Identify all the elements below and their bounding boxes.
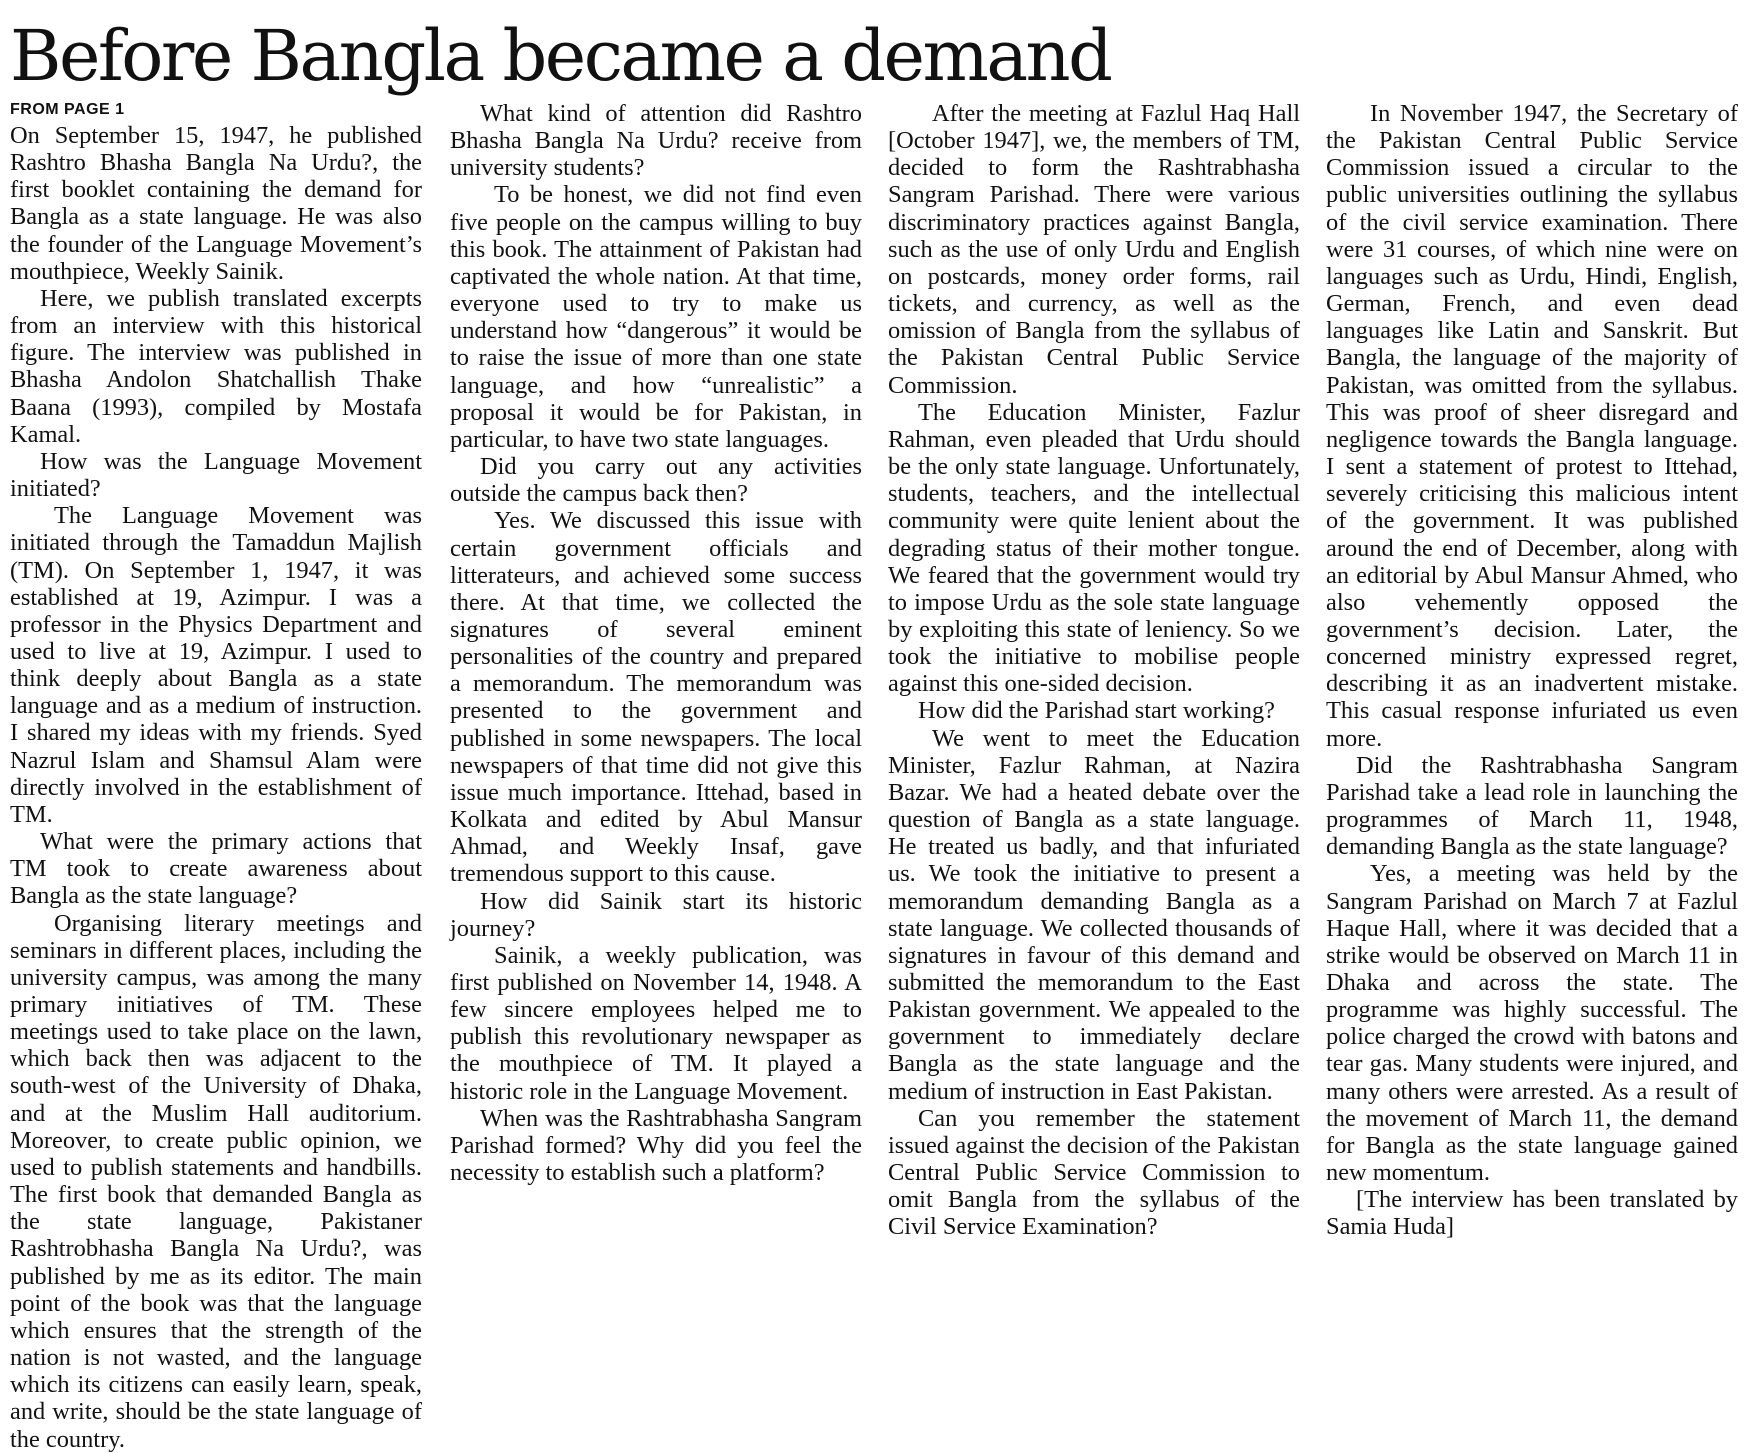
interview-question: How was the Language Movement initiated?: [10, 447, 422, 503]
interview-question: When was the Rashtrabhasha Sangram Parishad formed? Why did you feel the necessity to establish such a platform?: [450, 1104, 862, 1187]
interview-answer: The Language Movement was initiated through the Tamaddun Majlish (TM). On September 1, 1947, it was established at 19, Azimpur. I was a professor in the Physics Department and used to live at 19, Azimpur. I used to think deeply about Bangla as a state language and as a medium of instruction. I shared my ideas with my friends. Syed Nazrul Islam and Shamsul Alam were directly involved in the establishment of TM.: [10, 502, 422, 828]
article-column-2: [450, 100, 862, 1370]
intro-paragraph: Here, we publish translated excerpts from an interview with this historical figure. The interview was published in Bhasha Andolon Shatchallish Thake Baana (1993), compiled by Mostafa Kamal.: [10, 284, 422, 448]
interview-answer: In November 1947, the Secretary of the Pakistan Central Public Service Commission issued a circular to the public universities outlining the syllabus of the civil service examination. There were 31 courses, of which nine were on languages such as Urdu, Hindi, English, German, French, and even dead languages like Latin and Sanskrit. But Bangla, the language of the majority of Pakistan, was omitted from the syllabus. This was proof of sheer disregard and negligence towards the Bangla language. I sent a statement of protest to Ittehad, severely criticising this malicious intent of the government. It was published around the end of December, along with an editorial by Abul Mansur Ahmed, who also vehemently opposed the government’s decision. Later, the concerned ministry expressed regret, describing it as an inadvertent mistake. This casual response infuriated us even more.: [1326, 100, 1738, 752]
translator-credit: [The interview has been translated by Samia Huda]: [1326, 1186, 1738, 1241]
jump-label: FROM PAGE 1: [10, 101, 125, 118]
interview-answer: We went to meet the Education Minister, Fazlur Rahman, at Nazira Bazar. We had a heated debate over the question of Bangla as a state language. He treated us badly, and that infuriated us. We took the initiative to present a memorandum demanding Bangla as a state language. We collected thousands of signatures in favour of this demand and submitted the memorandum to the East Pakistan government. We appealed to the government to immediately declare Bangla as the state language and the medium of instruction in East Pakistan.: [888, 724, 1300, 1105]
interview-answer: To be honest, we did not find even five people on the campus willing to buy this book. The attainment of Pakistan had captivated the whole nation. At that time, everyone used to try to make us understand how “dangerous” it would be to raise the issue of more than one state language, and how “unrealistic” a proposal it would be for Pakistan, in particular, to have two state languages.: [450, 181, 862, 453]
interview-question: Did the Rashtrabhasha Sangram Parishad take a lead role in launching the programmes of March 11, 1948, demanding Bangla as the state language?: [1326, 751, 1738, 861]
interview-answer: Sainik, a weekly publication, was first published on November 14, 1948. A few sincere employees helped me to publish this revolutionary newspaper as the mouthpiece of TM. It played a historic role in the Language Movement.: [450, 941, 862, 1105]
interview-answer: After the meeting at Fazlul Haq Hall [October 1947], we, the members of TM, decided to form the Rashtrabhasha Sangram Parishad. There were various discriminatory practices against Bangla, such as the use of only Urdu and English on postcards, money order forms, rail tickets, and currency, as well as the omission of Bangla from the syllabus of the Pakistan Central Public Service Commission.: [888, 100, 1300, 399]
article-column-1: [10, 100, 422, 1453]
interview-answer: Yes, a meeting was held by the Sangram Parishad on March 7 at Fazlul Haque Hall, where it was decided that a strike would be observed on March 11 in Dhaka and across the state. The programme was highly successful. The police charged the crowd with batons and tear gas. Many students were injured, and many others were arrested. As a result of the movement of March 11, the demand for Bangla as the state language gained new momentum.: [1326, 860, 1738, 1187]
interview-answer: The Education Minister, Fazlur Rahman, even pleaded that Urdu should be the only state language. Unfortunately, students, teachers, and the intellectual community were quite lenient about the degrading status of their mother tongue. We feared that the government would try to impose Urdu as the sole state language by exploiting this state of leniency. So we took the initiative to mobilise people against this one-sided decision.: [888, 398, 1300, 698]
interview-question: What kind of attention did Rashtro Bhasha Bangla Na Urdu? receive from university students?: [450, 100, 862, 182]
interview-question: What were the primary actions that TM took to create awareness about Bangla as the state language?: [10, 828, 422, 910]
interview-question: Can you remember the statement issued against the decision of the Pakistan Central Public Service Commission to omit Bangla from the syllabus of the Civil Service Examination?: [888, 1104, 1300, 1241]
article-column-4: [1326, 100, 1738, 1370]
interview-question: Did you carry out any activities outside the campus back then?: [450, 453, 862, 508]
interview-answer: Yes. We discussed this issue with certain government officials and litterateurs, and achieved some success there. At that time, we collected the signatures of several eminent personalities of the country and prepared a memorandum. The memorandum was presented to the government and published in some newspapers. The local newspapers of that time did not give this issue much importance. Ittehad, based in Kolkata and edited by Abul Mansur Ahmad, and Weekly Insaf, gave tremendous support to this cause.: [450, 507, 862, 888]
headline: Before Bangla became a demand: [10, 15, 1111, 97]
interview-answer: Organising literary meetings and seminars in different places, including the university campus, was among the many primary initiatives of TM. These meetings used to take place on the lawn, which back then was adjacent to the south-west of the University of Dhaka, and at the Muslim Hall auditorium. Moreover, to create public opinion, we used to publish statements and handbills. The first book that demanded Bangla as the state language, Pakistaner Rashtrobhasha Bangla Na Urdu?, was published by me as its editor. The main point of the book was that the language which ensures that the strength of the nation is not wasted, and the language which its citizens can easily learn, speak, and write, should be the state language of the country.: [10, 909, 422, 1453]
interview-question: How did the Parishad start working?: [918, 697, 1275, 725]
interview-question: How did Sainik start its historic journey?: [450, 887, 862, 942]
article-column-3: [888, 100, 1300, 1370]
intro-paragraph: On September 15, 1947, he published Rashtro Bhasha Bangla Na Urdu?, the first booklet containing the demand for Bangla as a state language. He was also the founder of the Language Movement’s mouthpiece, Weekly Sainik.: [10, 122, 422, 285]
